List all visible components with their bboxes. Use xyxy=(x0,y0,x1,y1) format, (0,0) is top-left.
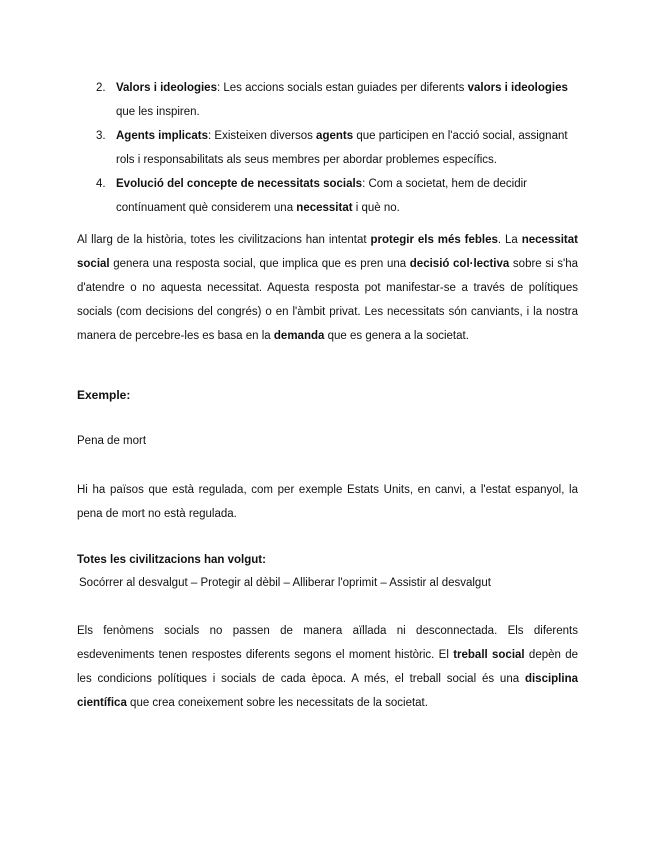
list-item: 2. Valors i ideologies: Les accions socials estan guiades per diferents valors i ideologies que les inspiren. xyxy=(96,76,586,124)
social-phenomena-paragraph: Els fenòmens socials no passen de manera aïllada ni desconnectada. Els diferents esdeveniments tenen respostes diferents segons el moment històric. El treball social depèn de les condicions polítiques i socials de cada època. A més, el treball social és una disciplina científica que crea coneixement sobre les necessitats de la societat. xyxy=(77,625,578,709)
example-title: Pena de mort xyxy=(77,435,147,447)
example-heading: Exemple: xyxy=(77,388,131,402)
list-number: 2. xyxy=(96,82,106,94)
list-term: Agents implicats xyxy=(116,130,209,142)
example-paragraph: Hi ha països que està regulada, com per exemple Estats Units, en canvi, a l'estat espanyol, la pena de mort no està regulada. xyxy=(77,484,578,520)
list-term: Evolució del concepte de necessitats socials xyxy=(116,178,363,190)
list-number: 3. xyxy=(96,130,106,142)
list-number: 4. xyxy=(96,178,106,190)
history-paragraph: Al llarg de la història, totes les civilitzacions han intentat protegir els més febles. La necessitat social genera una resposta social, que implica que es pren una decisió col·lectiva sobre si s'ha d'atendre o no aquesta necessitat. Aquesta resposta pot manifestar-se a través de polítiques socials (com decisions del congrés) o en l'àmbit privat. Les necessitats són canviants, i la nostra manera de percebre-les es basa en la demanda que es genera a la societat. xyxy=(77,234,579,342)
civilizations-list: Socórrer al desvalgut – Protegir al dèbil – Alliberar l'oprimit – Assistir al desvalgut xyxy=(79,577,491,589)
civilizations-heading: Totes les civilitzacions han volgut: xyxy=(77,554,266,566)
list-item: 4. Evolució del concepte de necessitats socials: Com a societat, hem de decidir contínuament què considerem una necessitat i què no. xyxy=(96,172,586,220)
numbered-list xyxy=(96,76,586,220)
list-term: Valors i ideologies xyxy=(116,82,217,94)
list-item: 3. Agents implicats: Existeixen diversos agents que participen en l'acció social, assignant rols i responsabilitats als seus membres per abordar problemes específics. xyxy=(96,124,586,172)
